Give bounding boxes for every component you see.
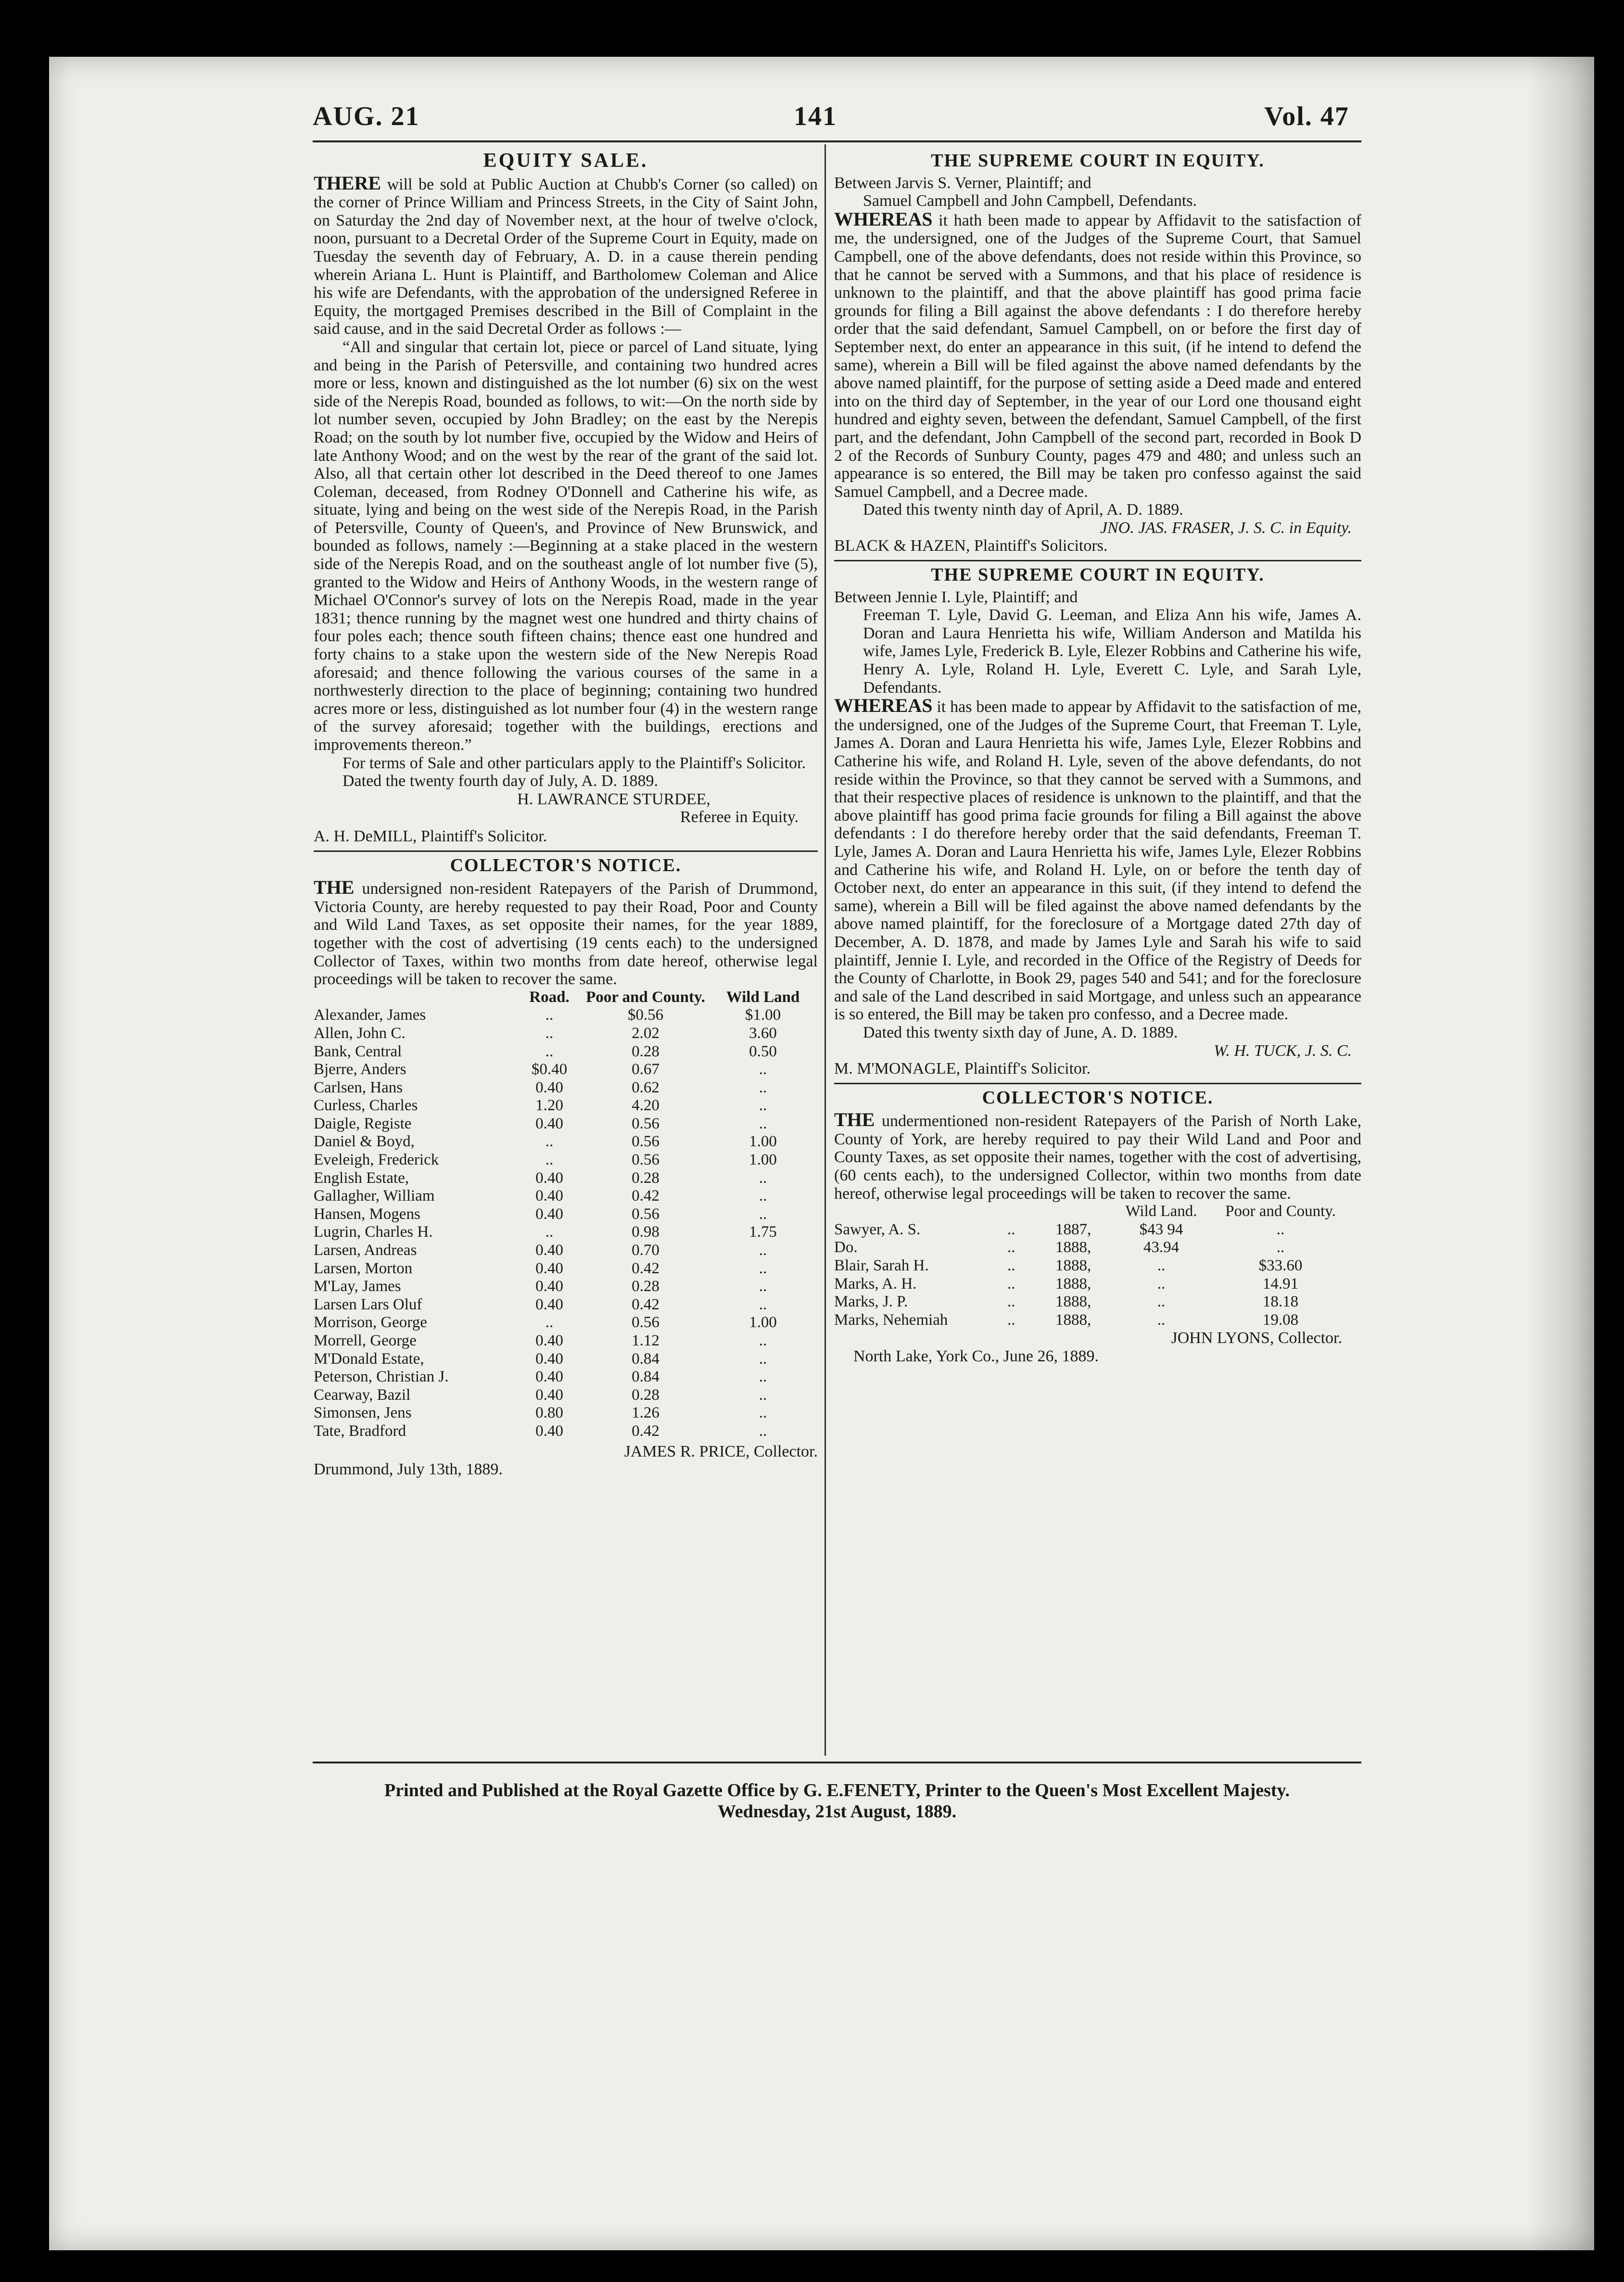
ratepayer-name: Morrison, George [314,1314,427,1331]
table-row [314,1205,818,1224]
ratepayer-name: Tate, Bradford [314,1422,406,1440]
tax-amount: 0.40 [535,1386,563,1404]
tax-amount: 0.42 [632,1187,660,1205]
tax-amount: 0.40 [535,1422,563,1440]
tax-year: 1888, [1055,1257,1091,1275]
tax-amount: .. [759,1259,767,1277]
column-header [1007,1203,1055,1221]
dated-line: North Lake, York Co., June 26, 1889. [853,1347,1099,1365]
tax-amount: .. [1007,1220,1015,1238]
notice-title: COLLECTOR'S NOTICE. [450,855,682,875]
tax-table-body [834,1221,1361,1330]
notice-title: EQUITY SALE. [483,150,648,172]
tax-amount: .. [545,1151,554,1169]
ratepayer-name: English Estate, [314,1169,409,1187]
tax-amount: 0.40 [535,1259,563,1277]
tax-amount: 0.28 [632,1042,660,1060]
notice-body: it hath been made to appear by Affidavit to the satisfaction of me, the undersigned, one of the Judges of the Supreme Court, that Samuel Campbell, one of the above defendants, does not reside within this Province, so that he cannot be served with a Summons, and that his place of residence is unknown to the plaintiff, and that the above plaintiff has good prima facie grounds for filing a Bill against the above defendants : I do therefore hereby order that the said defendant, Samuel Campbell, on or before the first day of September next, do enter an appearance in this suit, (if he intend to defend the same), wherein a Bill will be filed against the above named defendants by the above named plaintiff, for the purpose of setting aside a Deed made and entered into on the third day of September, in the year of our Lord one thousand eight hundred and eighty seven, between the defendant, Samuel Campbell, of the first part, and the defendant, John Campbell of the second part, recorded in Book D 2 of the Records of Sunbury County, pages 479 and 480; and unless such an appearance is so entered, the Bill may be taken pro confesso against the said Samuel Campbell, and a Decree made. [834,211,1361,501]
supreme-court-notice-2 [834,566,1361,1078]
tax-year: 1887, [1055,1220,1091,1238]
collector-signature: JAMES R. PRICE, Collector. [624,1442,818,1460]
ratepayer-name: Larsen, Andreas [314,1242,417,1259]
tax-amount: 0.84 [632,1368,660,1386]
tax-amount: 0.98 [632,1223,660,1241]
tax-table [834,1203,1361,1329]
northlake-collector-notice [834,1089,1361,1366]
table-row [314,1404,818,1422]
defendants-line: Samuel Campbell and John Campbell, Defendants. [863,192,1197,210]
ratepayer-name: Eveleigh, Frederick [314,1151,439,1169]
tax-amount: .. [1007,1311,1015,1329]
tax-amount: 0.70 [632,1242,660,1259]
section-rule [314,850,818,852]
table-row [314,1296,818,1314]
ratepayer-name: Gallagher, William [314,1187,435,1205]
column-header [834,1203,1007,1221]
tax-amount: 0.50 [749,1042,777,1060]
collector-signature: JOHN LYONS, Collector. [1171,1329,1342,1347]
tax-table [314,989,818,1441]
column-header: Poor and County. [586,988,705,1006]
notice-intro: undermentioned non-resident Ratepayers of the Parish of North Lake, County of York, are hereby required to pay their Wild Land and Poor and County Taxes, as set opposite their names, together with the cost of advertising, (60 cents each), to the undersigned Collector, within two months from date hereof, otherwise legal proceedings will be taken to recover the same. [834,1112,1361,1203]
tax-amount: .. [759,1278,767,1295]
table-row [314,1368,818,1386]
table-row [314,1314,818,1332]
column-header: Wild Land [726,988,800,1006]
tax-amount: 0.42 [632,1259,660,1277]
ratepayer-name: Lugrin, Charles H. [314,1223,433,1241]
table-row [314,1422,818,1441]
table-row [314,1097,818,1115]
ratepayer-name: Morrell, George [314,1332,417,1349]
solicitor-line: A. H. DeMILL, Plaintiff's Solicitor. [314,827,547,845]
tax-amount: 0.40 [535,1187,563,1205]
ratepayer-name: Marks, J. P. [834,1293,908,1311]
table-row [834,1311,1361,1330]
ratepayer-name: Larsen, Morton [314,1259,413,1277]
tax-amount: .. [1007,1257,1015,1275]
table-row [314,1151,818,1169]
judge-signature: W. H. TUCK, J. S. C. [1214,1041,1352,1060]
tax-amount: 0.40 [535,1169,563,1187]
table-row [834,1221,1361,1239]
tax-amount: 0.40 [535,1350,563,1368]
tax-amount: 0.40 [535,1115,563,1132]
notice-title: THE SUPREME COURT IN EQUITY. [931,565,1265,585]
dated-line: Dated this twenty sixth day of June, A. D. 1889. [863,1023,1178,1041]
tax-amount: 0.56 [632,1151,660,1169]
imprint-line: Printed and Published at the Royal Gazette Office by G. E.FENETY, Printer to the Queen's Most Excellent Majesty. [384,1780,1290,1800]
supreme-court-notice-1 [834,152,1361,555]
issue-date: AUG. 21 [313,101,420,131]
tax-amount: .. [1007,1239,1015,1256]
table-row [314,1025,818,1043]
table-row [314,1223,818,1242]
referee-name: H. LAWRANCE STURDEE, [517,790,710,808]
tax-amount: 0.28 [632,1386,660,1404]
tax-amount: .. [759,1205,767,1223]
notice-intro: will be sold at Public Auction at Chubb's Corner (so called) on the corner of Prince William and Princess Streets, in the City of Saint John, on Saturday the 2nd day of November next, at the hour of twelve o'clock, noon, pursuant to a Decretal Order of the Supreme Court in Equity, made on Tuesday the seventh day of February, A. D. in a cause therein pending wherein Ariana L. Hunt is Plaintiff, and Bartholomew Coleman and Alice his wife are Defendants, with the approbation of the undersigned Referee in Equity, the mortgaged Premises described in the Bill of Complaint in the said cause, and in the said Decretal Order as follows :— [314,175,818,338]
page-edge-shadow [1527,57,1594,2250]
tax-amount: 18.18 [1262,1293,1299,1311]
tax-amount: .. [545,1024,554,1042]
volume-number: Vol. 47 [1264,101,1349,131]
section-rule [834,1083,1361,1084]
ratepayer-name: Larsen Lars Oluf [314,1295,422,1313]
imprint-footer [313,1780,1361,1822]
ratepayer-name: Carlsen, Hans [314,1078,403,1096]
dated-line: Dated this twenty ninth day of April, A. D. 1889. [863,501,1183,519]
lead-word: WHEREAS [834,695,933,717]
table-row [314,1169,818,1188]
tax-amount: .. [759,1350,767,1368]
tax-amount: .. [759,1242,767,1259]
ratepayer-name: M'Donald Estate, [314,1350,424,1368]
solicitor-line: BLACK & HAZEN, Plaintiff's Solicitors. [834,537,1108,555]
table-row [834,1257,1361,1275]
referee-title: Referee in Equity. [680,808,799,826]
tax-amount: 0.28 [632,1169,660,1187]
lead-word: THE [834,1109,875,1131]
tax-amount: .. [545,1314,554,1331]
tax-amount: 0.80 [535,1404,563,1422]
table-row [314,1242,818,1260]
right-column [834,149,1361,1366]
defendants-line: Freeman T. Lyle, David G. Leeman, and Eliza Ann his wife, James A. Doran and Laura Henrietta his wife, William Anderson and Matilda his wife, James Lyle, Frederick B. Lyle, Elezer Robbins and Catherine his wife, Henry A. Lyle, Roland H. Lyle, Everett C. Lyle, and Sarah Lyle, Defendants. [863,606,1361,697]
tax-amount: 3.60 [749,1024,777,1042]
column-divider [825,144,826,1756]
lead-word: THERE [314,172,381,194]
table-row [834,1239,1361,1257]
tax-amount: 0.56 [632,1205,660,1223]
tax-amount: $0.56 [627,1006,664,1024]
tax-amount: .. [759,1169,767,1187]
section-rule [834,560,1361,561]
dated-line: Drummond, July 13th, 1889. [314,1460,503,1479]
page-number: 141 [794,101,837,131]
footer-rule [313,1762,1361,1763]
ratepayer-name: Alexander, James [314,1006,426,1024]
left-column [314,149,818,1479]
tax-amount: .. [545,1223,554,1241]
column-header: Road. [529,988,570,1006]
ratepayer-name: Allen, John C. [314,1024,406,1042]
table-row [314,1006,818,1025]
tax-amount: .. [1157,1257,1166,1275]
table-row [834,1293,1361,1311]
tax-amount: 1.75 [749,1223,777,1241]
table-row [314,1187,818,1205]
ratepayer-name: Marks, A. H. [834,1275,917,1293]
table-header-row [314,989,818,1007]
equity-sale-notice [314,152,818,846]
table-row [314,1061,818,1079]
tax-amount: $33.60 [1258,1257,1303,1275]
tax-amount: .. [759,1078,767,1096]
ratepayer-name: M'Lay, James [314,1278,401,1295]
tax-amount: 1.26 [632,1404,660,1422]
notice-intro: undersigned non-resident Ratepayers of the Parish of Drummond, Victoria County, are hereby requested to pay their Road, Poor and County and Wild Land Taxes, as set opposite their names, for the year 1889, together with the cost of advertising (19 cents each) to the undersigned Collector of Taxes, within two months from date hereof, otherwise legal proceedings will be taken to recover the same. [314,880,818,989]
tax-amount: 14.91 [1262,1275,1299,1293]
ratepayer-name: Curless, Charles [314,1097,418,1115]
tax-amount: .. [1157,1275,1166,1293]
tax-amount: .. [1276,1220,1285,1238]
tax-amount: 43.94 [1143,1239,1180,1256]
tax-amount: 0.67 [632,1061,660,1078]
between-line: Between Jennie I. Lyle, Plaintiff; and [834,588,1078,606]
property-description: “All and singular that certain lot, piece or parcel of Land situate, lying and being in the Parish of Petersville, and containing two hundred acres more or less, known and distinguished as the lot number (6) six on the west side of the Nerepis Road, bounded as follows, to wit:—On the north side by lot number seven, occupied by John Bradley; on the east by the Nerepis Road; on the south by lot number five, occupied by the Widow and Heirs of late Anthony Wood; and on the west by the rear of the grant of the said lot. Also, all that certain other lot described in the Deed thereof to one James Coleman, deceased, from Rodney O'Donnell and Catherine his wife, as situate, lying and being on the west side of the Nerepis Road, in the Parish of Petersville, County of Queen's, and Province of New Brunswick, and bounded as follows, namely :—Beginning at a stake placed in the western side of the Nerepis Road, and on the southeast angle of lot number five (5), granted to the Widow and Heirs of Anthony Woods, in the western range of Michael O'Connor's survey of lots on the Nerepis Road, made in the year 1831; thence running by the magnet west one hundred and thirty chains of four poles each; thence south fifteen chains; thence east one hundred and forty chains to a stake upon the western side of the New Nerepis Road aforesaid; and thence following the various courses of the same in a northwesterly direction to the place of beginning; containing two hundred acres more or less, distinguished as lot number four (4) in the western range of the survey aforesaid; together with the buildings, erections and improvements thereon.” [314,338,818,754]
tax-year: 1888, [1055,1239,1091,1256]
notice-title: COLLECTOR'S NOTICE. [982,1087,1214,1108]
tax-amount: 0.84 [632,1350,660,1368]
table-row [314,1332,818,1350]
tax-amount: .. [759,1386,767,1404]
notice-body: it has been made to appear by Affidavit to the satisfaction of me, the undersigned, one of the Judges of the Supreme Court, that Freeman T. Lyle, James A. Doran and Laura Henrietta his wife, James Lyle, Elezer Robbins and Catherine his wife, and Roland H. Lyle, seven of the above defendants, do not reside within the Province, so that they cannot be served with a Summons, and that their respective places of residence is unknown to the plaintiff, and that the above plaintiff has good prima facie grounds for filing a Bill against the above defendants : I do therefore hereby order that the said defendants, Freeman T. Lyle, James A. Doran and Laura Henrietta his wife, James Lyle, Elezer Robbins and Catherine his wife, and Roland H. Lyle, on or before the tenth day of October next, do enter an appearance in this suit, (if they intend to defend the same), wherein a Bill will be filed against the above named defendants by the above named plaintiff, for the foreclosure of a Mortgage dated 27th day of December, A. D. 1878, and made by James Lyle and Sarah his wife to said plaintiff, Jennie I. Lyle, and recorded in the Office of the Registry of Deeds for the County of Charlotte, in Book 29, pages 540 and 541; and for the foreclosure and sale of the Land described in said Mortgage, and unless such an appearance is so entered, the Bill may be taken pro confesso, and a Decree made. [834,698,1362,1024]
tax-amount: .. [545,1006,554,1024]
solicitor-line: M. M'MONAGLE, Plaintiff's Solicitor. [834,1060,1091,1078]
between-line: Between Jarvis S. Verner, Plaintiff; and [834,174,1091,192]
lead-word: THE [314,876,355,899]
ratepayer-name: Hansen, Mogens [314,1205,420,1223]
tax-amount: 1.00 [749,1151,777,1169]
column-header: Poor and County. [1225,1203,1336,1220]
table-header-row [834,1203,1361,1221]
tax-amount: 2.02 [632,1024,660,1042]
tax-amount: .. [759,1404,767,1422]
tax-amount: 1.00 [749,1133,777,1151]
tax-amount: $43 94 [1139,1220,1183,1238]
tax-amount: 0.56 [632,1115,660,1132]
tax-amount: 1.12 [632,1332,660,1349]
ratepayer-name: Daniel & Boyd, [314,1133,415,1151]
tax-amount: $0.40 [531,1061,568,1078]
ratepayer-name: Sawyer, A. S. [834,1220,921,1238]
tax-amount: 0.40 [535,1278,563,1295]
tax-amount: .. [1157,1311,1166,1329]
ratepayer-name: Daigle, Registe [314,1115,412,1132]
table-row [314,1043,818,1061]
tax-amount: .. [1157,1293,1166,1311]
tax-amount: 1.20 [535,1097,563,1115]
tax-amount: 0.56 [632,1314,660,1331]
dated-line: Dated the twenty fourth day of July, A. D. 1889. [343,772,658,790]
tax-amount: .. [759,1368,767,1386]
tax-amount: .. [759,1061,767,1078]
ratepayer-name: Marks, Nehemiah [834,1311,948,1329]
imprint-date: Wednesday, 21st August, 1889. [717,1801,957,1822]
tax-amount: 0.40 [535,1295,563,1313]
notice-title: THE SUPREME COURT IN EQUITY. [931,151,1265,171]
tax-amount: .. [1276,1239,1285,1256]
tax-amount: $1.00 [745,1006,781,1024]
ratepayer-name: Peterson, Christian J. [314,1368,449,1386]
table-row [314,1079,818,1097]
ratepayer-name: Blair, Sarah H. [834,1257,929,1275]
tax-amount: .. [759,1187,767,1205]
tax-amount: .. [759,1097,767,1115]
tax-amount: 19.08 [1262,1311,1299,1329]
ratepayer-name: Simonsen, Jens [314,1404,412,1422]
tax-year: 1888, [1055,1275,1091,1293]
tax-amount: 1.00 [749,1314,777,1331]
tax-amount: 0.42 [632,1422,660,1440]
drummond-collector-notice [314,857,818,1479]
tax-amount: .. [545,1042,554,1060]
tax-year: 1888, [1055,1311,1091,1329]
tax-amount: .. [1007,1293,1015,1311]
tax-amount: 4.20 [632,1097,660,1115]
ratepayer-name: Bjerre, Anders [314,1061,406,1078]
tax-amount: .. [1007,1275,1015,1293]
column-header [314,989,516,1007]
tax-amount: 0.40 [535,1332,563,1349]
lead-word: WHEREAS [834,208,933,230]
tax-amount: 0.28 [632,1278,660,1295]
table-row [314,1260,818,1278]
tax-amount: 0.40 [535,1078,563,1096]
tax-table-body [314,1006,818,1440]
tax-amount: .. [545,1133,554,1151]
table-row [314,1133,818,1151]
tax-year: 1888, [1055,1293,1091,1311]
table-row [314,1115,818,1133]
tax-amount: .. [759,1422,767,1440]
tax-amount: .. [759,1115,767,1132]
table-row [834,1275,1361,1293]
tax-amount: 0.40 [535,1368,563,1386]
table-row [314,1278,818,1296]
tax-amount: 0.56 [632,1133,660,1151]
ratepayer-name: Do. [834,1239,858,1256]
tax-amount: 0.40 [535,1205,563,1223]
tax-amount: 0.62 [632,1078,660,1096]
tax-amount: 0.42 [632,1295,660,1313]
tax-amount: 0.40 [535,1242,563,1259]
tax-amount: .. [759,1332,767,1349]
column-header: Wild Land. [1125,1203,1197,1220]
terms-text: For terms of Sale and other particulars apply to the Plaintiff's Solicitor. [343,754,806,772]
header-rule [313,140,1361,142]
ratepayer-name: Cearway, Bazil [314,1386,411,1404]
column-header [1055,1203,1123,1221]
table-row [314,1386,818,1405]
table-row [314,1350,818,1369]
tax-amount: .. [759,1295,767,1313]
gazette-page [49,57,1594,2250]
ratepayer-name: Bank, Central [314,1042,402,1060]
judge-signature: JNO. JAS. FRASER, J. S. C. in Equity. [1100,519,1352,537]
